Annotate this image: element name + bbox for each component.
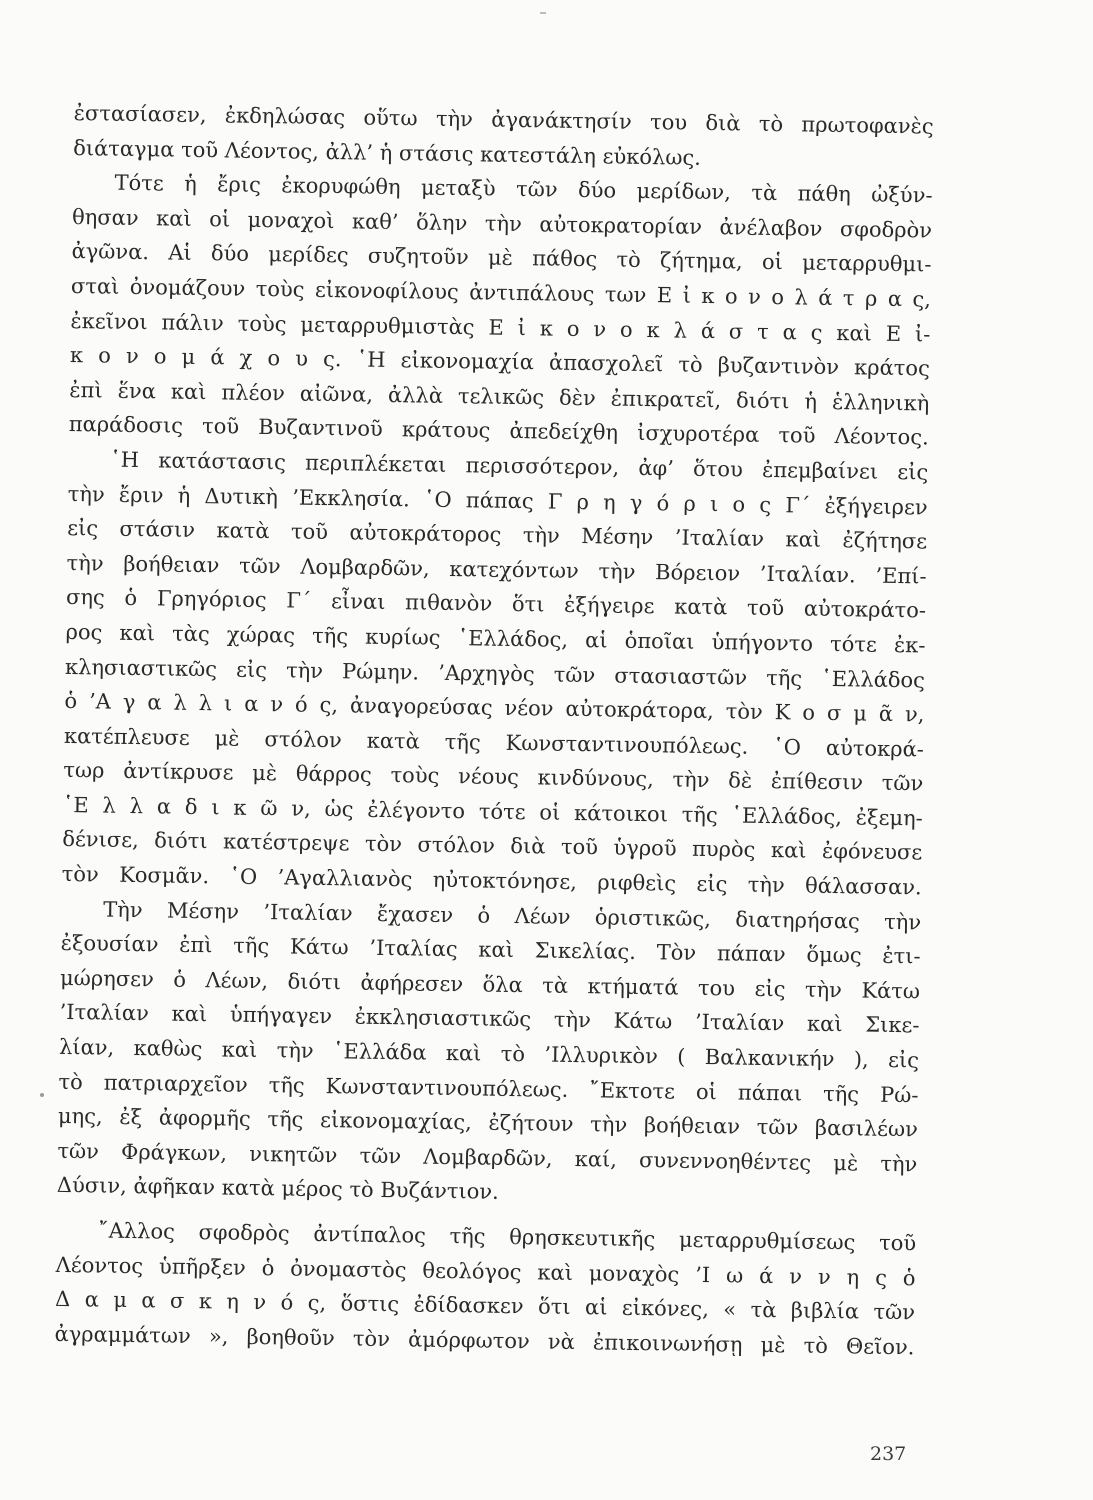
text-line: ῾Η κατάστασις περιπλέκεται περισσότερον, ἀφ’ ὅτου ἐπεμβαίνει εἰς — [110, 447, 929, 485]
text-line: Τὴν Μέσην ’Ιταλίαν ἔχασεν ὁ Λέων ὁριστικῶς, διατηρήσας τὴν — [103, 897, 922, 935]
scan-mark — [540, 12, 546, 14]
text-line: ἀγραμμάτων », βοηθοῦν τὸν ἀμόρφωτον νὰ ἐπικοινωνήσῃ μὲ τὸ Θεῖον. — [54, 1321, 915, 1360]
text-line: τῶν Φράγκων, νικητῶν τῶν Λομβαρδῶν, καί, συνεννοηθέντες μὲ τὴν — [57, 1138, 918, 1177]
text-line: ἀγῶνα. Αἱ δύο μερίδες συζητοῦν μὲ πάθος τὸ ζήτημα, οἱ μεταρρυθμι- — [71, 239, 932, 277]
text-line: Δ α μ α σ κ η ν ό ς, ὅστις ἐδίδασκεν ὅτι αἱ εἰκόνες, « τὰ βιβλία τῶν — [54, 1287, 916, 1325]
text-line: εἰς στάσιν κατὰ τοῦ αὐτοκράτορος τὴν Μέσην ’Ιταλίαν καὶ ἐζήτησε — [67, 516, 928, 554]
text-line: λίαν, καθὼς καὶ τὴν ῾Ελλάδα καὶ τὸ ’Ιλλυρικὸν ( Βαλκανικήν ), εἰς — [58, 1034, 920, 1073]
text-line: τὴν βοήθειαν τῶν Λομβαρδῶν, κατεχόντων τὴν Βόρειον ’Ιταλίαν. ’Επί- — [66, 550, 927, 589]
text-line: ῾Ε λ λ α δ ι κ ῶ ν, ὡς ἐλέγοντο τότε οἱ κάτοικοι τῆς ῾Ελλάδος, ἐξεμη- — [62, 792, 923, 831]
margin-dot — [40, 1093, 44, 1097]
text-line: δένισε, διότι κατέστρεψε τὸν στόλον διὰ τοῦ ὑγροῦ πυρὸς καὶ ἐφόνευσε — [62, 827, 923, 865]
text-line: ὁ ’Α γ α λ λ ι α ν ό ς, ἀναγορεύσας νέον αὐτοκράτορα, τὸν Κ ο σ μ ᾶ ν, — [64, 689, 925, 727]
text-line: μώρησεν ὁ Λέων, διότι ἀφήρεσεν ὅλα τὰ κτήματά του εἰς τὴν Κάτω — [59, 965, 921, 1004]
body-text — [54, 96, 934, 1365]
text-line: Τότε ἡ ἔρις ἐκορυφώθη μεταξὺ τῶν δύο μερίδων, τὰ πάθη ὠξύν- — [114, 170, 933, 208]
text-line: ’Ιταλίαν καὶ ὑπήγαγεν ἐκκλησιαστικῶς τὴν Κάτω ’Ιταλίαν καὶ Σικε- — [59, 1000, 920, 1038]
text-line: ῎Αλλος σφοδρὸς ἀντίπαλος τῆς θρησκευτικῆς μεταρρυθμίσεως τοῦ — [97, 1218, 917, 1256]
text-line: Δύσιν, ἀφῆκαν κατὰ μέρος τὸ Βυζάντιον. — [56, 1173, 499, 1205]
text-line: σης ὁ Γρηγόριος Γ΄ εἶναι πιθανὸν ὅτι ἐξήγειρε κατὰ τοῦ αὐτοκράτο- — [65, 585, 927, 623]
text-line: Λέοντος ὑπῆρξεν ὁ ὀνομαστὸς θεολόγος καὶ μοναχὸς ’Ι ω ά ν ν η ς ὁ — [55, 1252, 916, 1290]
text-line: διάταγμα τοῦ Λέοντος, ἀλλ’ ἡ στάσις κατεστάλη εὐκόλως. — [73, 135, 702, 170]
text-line: μης, ἐξ ἀφορμῆς τῆς εἰκονομαχίας, ἐζήτουν τὴν βοήθειαν τῶν βασιλέων — [57, 1104, 919, 1142]
page-number: 237 — [870, 1443, 907, 1465]
text-line: ἐστασίασεν, ἐκδηλώσας οὕτω τὴν ἀγανάκτησίν του διὰ τὸ πρωτοφανὲς — [73, 100, 934, 139]
text-line: σταὶ ὀνομάζουν τοὺς εἰκονοφίλους ἀντιπάλους των Ε ἰ κ ο ν ο λ ά τ ρ α ς, — [70, 273, 932, 312]
text-line: τὴν ἔριν ἡ Δυτικὴ ’Εκκλησία. ῾Ο πάπας Γ ρ η γ ό ρ ι ο ς Γ΄ ἐξήγειρεν — [67, 481, 928, 519]
text-line: κατέπλευσε μὲ στόλον κατὰ τῆς Κωνσταντινουπόλεως. ῾Ο αὐτοκρά- — [63, 723, 925, 762]
text-line: ρος καὶ τὰς χώρας τῆς κυρίως ῾Ελλάδος, αἱ ὁποῖαι ὑπήγοντο τότε ἐκ- — [65, 619, 926, 658]
text-line: ἐπὶ ἕνα καὶ πλέον αἰῶνα, ἀλλὰ τελικῶς δὲν ἐπικρατεῖ, διότι ἡ ἑλληνικὴ — [69, 377, 930, 416]
text-line: παράδοσις τοῦ Βυζαντινοῦ κράτους ἀπεδείχθη ἰσχυροτέρα τοῦ Λέοντος. — [68, 412, 929, 450]
text-line: κλησιαστικῶς εἰς τὴν Ρώμην. ’Αρχηγὸς τῶν στασιαστῶν τῆς ῾Ελλάδος — [64, 654, 926, 692]
text-line: θησαν καὶ οἱ μοναχοὶ καθ’ ὅλην τὴν αὐτοκρατορίαν ἀνέλαβον σφοδρὸν — [71, 204, 933, 243]
text-line: κ ο ν ο μ ά χ ο υ ς. ῾Η εἰκονομαχία ἀπασχολεῖ τὸ βυζαντινὸν κράτος — [69, 343, 931, 381]
text-line: τὸν Κοσμᾶν. ῾Ο ’Αγαλλιανὸς ηὐτοκτόνησε, ριφθεὶς εἰς τὴν θάλασσαν. — [61, 861, 922, 900]
text-line: ἐκεῖνοι πάλιν τοὺς μεταρρυθμιστὰς Ε ἰ κ ο ν ο κ λ ά σ τ α ς καὶ Ε ἰ- — [70, 308, 931, 347]
text-line: τὸ πατριαρχεῖον τῆς Κωνσταντινουπόλεως. ῎Εκτοτε οἱ πάπαι τῆς Ρώ- — [58, 1069, 919, 1108]
text-line: ἐξουσίαν ἐπὶ τῆς Κάτω ’Ιταλίας καὶ Σικελίας. Τὸν πάπαν ὅμως ἐτι- — [60, 931, 921, 969]
text-line: τωρ ἀντίκρυσε μὲ θάρρος τοὺς νέους κινδύνους, τὴν δὲ ἐπίθεσιν τῶν — [63, 758, 924, 796]
